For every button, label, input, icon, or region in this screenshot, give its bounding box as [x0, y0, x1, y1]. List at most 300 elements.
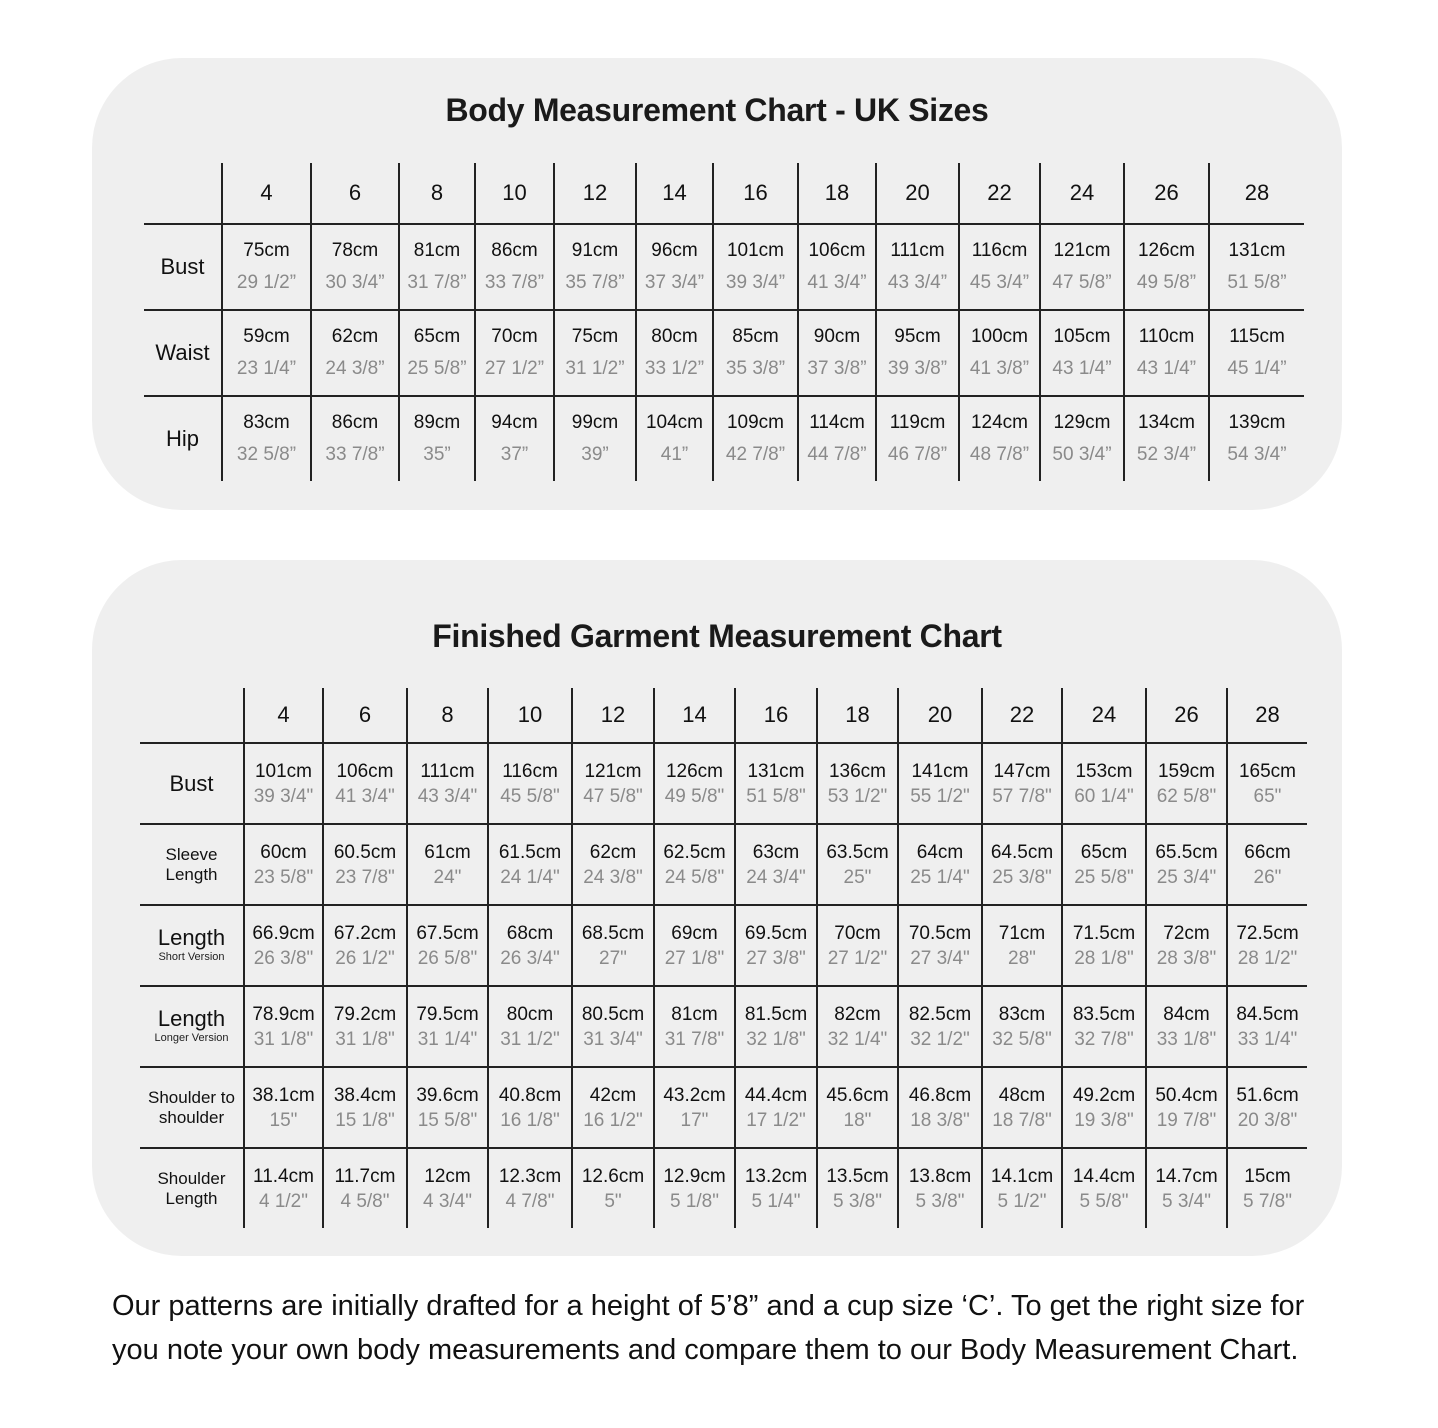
- inch-value: 25 3/4": [1156, 866, 1217, 888]
- cm-value: 13.5cm: [826, 1165, 889, 1187]
- size-header-28: 28: [1209, 163, 1304, 224]
- measurement-cell: [798, 224, 876, 310]
- measurement-cell: [898, 1067, 982, 1148]
- cm-value: 109cm: [726, 412, 785, 433]
- inch-value: 32 5/8”: [236, 444, 297, 465]
- cm-value: 65cm: [1080, 841, 1128, 863]
- inch-value: 19 7/8": [1156, 1109, 1217, 1131]
- inch-value: 32 5/8": [992, 1028, 1052, 1050]
- size-header-8: 8: [407, 688, 488, 743]
- cm-value: 131cm: [1228, 240, 1286, 261]
- cm-value: 86cm: [491, 240, 538, 261]
- measurement-cell: [1062, 1148, 1146, 1228]
- inch-value: 57 7/8": [992, 785, 1052, 807]
- size-header-16: 16: [735, 688, 817, 743]
- cm-value: 136cm: [828, 760, 887, 782]
- inch-value: 51 5/8”: [1227, 272, 1287, 293]
- inch-value: 43 3/4”: [887, 272, 948, 293]
- cm-value: 11.4cm: [253, 1165, 314, 1187]
- header-corner: [140, 688, 244, 743]
- inch-value: 24": [433, 866, 462, 888]
- inch-value: 18 7/8": [992, 1109, 1052, 1131]
- cm-value: 85cm: [732, 326, 779, 347]
- inch-value: 25 3/8": [992, 866, 1052, 888]
- size-header-row: [140, 688, 1307, 743]
- inch-value: 23 1/4”: [236, 358, 297, 379]
- cm-value: 81cm: [413, 240, 461, 261]
- cm-value: 40.8cm: [498, 1084, 562, 1106]
- cm-value: 72.5cm: [1236, 922, 1299, 944]
- measurement-cell: [323, 986, 407, 1067]
- measurement-cell: [636, 396, 713, 481]
- measurement-cell: [898, 986, 982, 1067]
- size-header-12: 12: [554, 163, 636, 224]
- cm-value: 124cm: [970, 412, 1029, 433]
- inch-value: 45 3/4”: [969, 272, 1030, 293]
- size-header-10: 10: [475, 163, 554, 224]
- inch-value: 32 1/8": [746, 1028, 806, 1050]
- measurement-cell: [1040, 396, 1124, 481]
- measurement-cell: [982, 905, 1062, 986]
- cm-value: 78cm: [331, 240, 379, 261]
- size-header-14: 14: [636, 163, 713, 224]
- row-label: [140, 905, 244, 986]
- inch-value: 49 5/8”: [1136, 272, 1197, 293]
- cm-value: 84cm: [1163, 1003, 1210, 1025]
- size-header-22: 22: [959, 163, 1040, 224]
- cm-value: 94cm: [491, 412, 538, 433]
- row-label-text: Hip: [165, 426, 199, 451]
- cm-value: 39.6cm: [416, 1084, 479, 1106]
- cm-value: 126cm: [665, 760, 724, 782]
- inch-value: 33 1/2”: [644, 358, 705, 379]
- inch-value: 27": [599, 947, 627, 969]
- cm-value: 46.8cm: [908, 1084, 972, 1106]
- inch-value: 35 3/8”: [725, 358, 786, 379]
- inch-value: 5 3/8": [915, 1190, 965, 1212]
- measurement-cell: [1227, 986, 1307, 1067]
- body-chart-title: Body Measurement Chart - UK Sizes: [445, 92, 989, 128]
- inch-value: 55 1/2": [910, 785, 970, 807]
- measurement-cell: [1209, 310, 1304, 396]
- measurement-cell: [323, 1067, 407, 1148]
- measurement-cell: [735, 1148, 817, 1228]
- cm-value: 44.4cm: [744, 1084, 808, 1106]
- inch-value: 33 7/8”: [325, 444, 385, 465]
- measurement-cell: [1227, 1067, 1307, 1148]
- cm-value: 12.3cm: [498, 1165, 562, 1187]
- inch-value: 15 1/8": [335, 1109, 395, 1131]
- cm-value: 106cm: [808, 240, 866, 261]
- cm-value: 62cm: [589, 841, 637, 863]
- row-label: [144, 310, 222, 396]
- size-header-4: 4: [244, 688, 323, 743]
- measurement-cell: [244, 743, 323, 824]
- cm-value: 48cm: [998, 1084, 1046, 1106]
- cm-value: 12.9cm: [663, 1165, 726, 1187]
- cm-value: 91cm: [571, 240, 619, 261]
- cm-value: 65cm: [413, 326, 461, 347]
- inch-value: 4 1/2": [258, 1190, 308, 1212]
- cm-value: 70cm: [834, 922, 881, 944]
- measurement-cell: [407, 743, 488, 824]
- measurement-cell: [244, 1067, 323, 1148]
- inch-value: 41”: [660, 444, 689, 465]
- measurement-cell: [572, 905, 654, 986]
- measurement-cell: [572, 743, 654, 824]
- inch-value: 45 1/4”: [1227, 358, 1287, 379]
- measurement-cell: [1227, 905, 1307, 986]
- size-header-22: 22: [982, 688, 1062, 743]
- measurement-cell: [898, 905, 982, 986]
- inch-value: 32 7/8": [1074, 1028, 1134, 1050]
- inch-value: 51 5/8": [746, 785, 806, 807]
- measurement-cell: [735, 1067, 817, 1148]
- measurement-cell: [572, 1067, 654, 1148]
- inch-value: 39”: [581, 444, 609, 465]
- size-header-6: 6: [323, 688, 407, 743]
- row-label: [140, 824, 244, 905]
- row-label: [144, 224, 222, 310]
- cm-value: 116cm: [502, 760, 558, 782]
- measurement-cell: [1146, 1067, 1227, 1148]
- measurement-row: [140, 986, 1307, 1067]
- inch-value: 43 3/4": [417, 785, 478, 807]
- measurement-cell: [654, 1148, 735, 1228]
- measurement-cell: [898, 824, 982, 905]
- cm-value: 105cm: [1053, 326, 1111, 347]
- inch-value: 47 5/8”: [1052, 272, 1112, 293]
- cm-value: 126cm: [1137, 240, 1196, 261]
- cm-value: 13.8cm: [908, 1165, 972, 1187]
- inch-value: 31 1/2": [500, 1028, 560, 1050]
- measurement-cell: [1062, 905, 1146, 986]
- cm-value: 159cm: [1157, 760, 1216, 782]
- cm-value: 61cm: [424, 841, 471, 863]
- measurement-cell: [244, 1148, 323, 1228]
- measurement-cell: [982, 986, 1062, 1067]
- measurement-cell: [735, 905, 817, 986]
- inch-value: 41 3/8”: [969, 358, 1030, 379]
- measurement-cell: [735, 986, 817, 1067]
- cm-value: 83cm: [243, 412, 290, 433]
- size-header-10: 10: [488, 688, 572, 743]
- inch-value: 49 5/8": [664, 785, 725, 807]
- cm-value: 83.5cm: [1072, 1003, 1136, 1025]
- cm-value: 165cm: [1238, 760, 1297, 782]
- size-header-24: 24: [1040, 163, 1124, 224]
- inch-value: 54 3/4”: [1227, 444, 1287, 465]
- measurement-cell: [876, 396, 959, 481]
- cm-value: 67.5cm: [416, 922, 479, 944]
- inch-value: 28 1/2": [1237, 947, 1298, 969]
- inch-value: 53 1/2": [827, 785, 888, 807]
- body-measurement-table: [144, 163, 1304, 481]
- row-label-text: Length: [157, 1005, 226, 1031]
- measurement-cell: [1062, 743, 1146, 824]
- inch-value: 47 5/8": [583, 785, 643, 807]
- measurement-cell: [817, 986, 898, 1067]
- cm-value: 66.9cm: [252, 922, 315, 944]
- row-label-text: Waist: [155, 340, 210, 365]
- row-label-text: Bust: [160, 254, 205, 279]
- measurement-cell: [817, 824, 898, 905]
- cm-value: 147cm: [993, 760, 1051, 782]
- row-label: [140, 743, 244, 824]
- inch-value: 24 3/4": [746, 866, 806, 888]
- inch-value: 31 7/8": [664, 1028, 725, 1050]
- inch-value: 24 1/4": [500, 866, 560, 888]
- measurement-cell: [1146, 986, 1227, 1067]
- measurement-cell: [898, 743, 982, 824]
- inch-value: 31 3/4": [583, 1028, 643, 1050]
- measurement-cell: [488, 905, 572, 986]
- inch-value: 45 5/8": [500, 785, 560, 807]
- inch-value: 28 3/8": [1156, 947, 1217, 969]
- inch-value: 18": [843, 1109, 872, 1131]
- cm-value: 38.1cm: [252, 1084, 315, 1106]
- measurement-cell: [488, 1148, 572, 1228]
- cm-value: 11.7cm: [334, 1165, 396, 1187]
- measurement-cell: [488, 824, 572, 905]
- size-header-12: 12: [572, 688, 654, 743]
- cm-value: 80.5cm: [581, 1003, 645, 1025]
- measurement-cell: [982, 1148, 1062, 1228]
- size-header-row: [144, 163, 1304, 224]
- cm-value: 14.7cm: [1155, 1165, 1218, 1187]
- row-label: [140, 1067, 244, 1148]
- inch-value: 24 3/8”: [325, 358, 385, 379]
- inch-value: 65": [1253, 785, 1282, 807]
- inch-value: 29 1/2”: [236, 272, 297, 293]
- size-header-26: 26: [1124, 163, 1209, 224]
- inch-value: 28": [1008, 947, 1036, 969]
- row-label-subtext: Longer Version: [154, 1031, 229, 1044]
- cm-value: 100cm: [970, 326, 1029, 347]
- cm-value: 115cm: [1229, 326, 1285, 347]
- cm-value: 121cm: [1053, 240, 1111, 261]
- measurement-cell: [572, 986, 654, 1067]
- inch-value: 17 1/2": [746, 1109, 806, 1131]
- measurement-cell: [817, 1148, 898, 1228]
- measurement-cell: [1062, 824, 1146, 905]
- cm-value: 101cm: [254, 760, 313, 782]
- cm-value: 14.4cm: [1072, 1165, 1136, 1187]
- measurement-cell: [654, 824, 735, 905]
- inch-value: 19 3/8": [1074, 1109, 1134, 1131]
- cm-value: 111cm: [420, 760, 475, 782]
- measurement-cell: [1227, 743, 1307, 824]
- measurement-cell: [817, 905, 898, 986]
- body-measurement-card: [92, 58, 1342, 510]
- cm-value: 80cm: [506, 1003, 554, 1025]
- measurement-row: [140, 824, 1307, 905]
- cm-value: 79.2cm: [333, 1003, 397, 1025]
- row-label-text: Shoulder to shoulder: [148, 1087, 235, 1127]
- inch-value: 24 3/8": [583, 866, 643, 888]
- inch-value: 39 3/4”: [725, 272, 786, 293]
- measurement-cell: [798, 310, 876, 396]
- cm-value: 12cm: [424, 1165, 471, 1187]
- cm-value: 82cm: [834, 1003, 881, 1025]
- inch-value: 18 3/8": [910, 1109, 970, 1131]
- inch-value: 43 1/4”: [1136, 358, 1197, 379]
- measurement-cell: [1040, 310, 1124, 396]
- cm-value: 110cm: [1138, 326, 1195, 347]
- measurement-cell: [1227, 1148, 1307, 1228]
- inch-value: 35 7/8”: [565, 272, 625, 293]
- size-header-8: 8: [399, 163, 475, 224]
- inch-value: 43 1/4”: [1052, 358, 1112, 379]
- inch-value: 26": [1253, 866, 1282, 888]
- measurement-cell: [959, 396, 1040, 481]
- cm-value: 75cm: [243, 240, 290, 261]
- cm-value: 80cm: [651, 326, 698, 347]
- size-header-4: 4: [222, 163, 311, 224]
- measurement-cell: [636, 224, 713, 310]
- inch-value: 5 3/8": [832, 1190, 882, 1212]
- cm-value: 61.5cm: [498, 841, 562, 863]
- cm-value: 78.9cm: [252, 1003, 315, 1025]
- cm-value: 90cm: [813, 326, 861, 347]
- cm-value: 114cm: [809, 412, 865, 433]
- inch-value: 16 1/8": [500, 1109, 560, 1131]
- inch-value: 48 7/8”: [969, 444, 1030, 465]
- size-header-14: 14: [654, 688, 735, 743]
- cm-value: 70.5cm: [908, 922, 972, 944]
- inch-value: 5 1/4": [751, 1190, 801, 1212]
- measurement-cell: [1209, 396, 1304, 481]
- row-label-text: Sleeve Length: [165, 844, 218, 884]
- cm-value: 99cm: [571, 412, 619, 433]
- size-header-16: 16: [713, 163, 798, 224]
- measurement-cell: [323, 1148, 407, 1228]
- measurement-cell: [407, 1067, 488, 1148]
- cm-value: 89cm: [413, 412, 461, 433]
- header-corner: [144, 163, 222, 224]
- measurement-cell: [323, 824, 407, 905]
- inch-value: 37 3/8”: [807, 358, 867, 379]
- inch-value: 41 3/4”: [807, 272, 867, 293]
- inch-value: 31 7/8”: [407, 272, 467, 293]
- measurement-row: [140, 1148, 1307, 1228]
- inch-value: 5 1/2": [997, 1190, 1047, 1212]
- measurement-cell: [713, 224, 798, 310]
- garment-measurement-table: [140, 688, 1307, 1228]
- cm-value: 71.5cm: [1072, 922, 1136, 944]
- inch-value: 31 1/8": [253, 1028, 314, 1050]
- cm-value: 64cm: [916, 841, 964, 863]
- inch-value: 44 7/8”: [807, 444, 867, 465]
- measurement-cell: [876, 224, 959, 310]
- size-header-28: 28: [1227, 688, 1307, 743]
- measurement-cell: [222, 310, 311, 396]
- measurement-cell: [1040, 224, 1124, 310]
- cm-value: 67.2cm: [333, 922, 397, 944]
- measurement-cell: [982, 824, 1062, 905]
- measurement-cell: [488, 1067, 572, 1148]
- inch-value: 27 1/2": [827, 947, 888, 969]
- cm-value: 119cm: [889, 412, 946, 433]
- measurement-cell: [798, 396, 876, 481]
- cm-value: 82.5cm: [908, 1003, 972, 1025]
- inch-value: 24 5/8": [664, 866, 725, 888]
- inch-value: 31 1/4": [417, 1028, 478, 1050]
- measurement-row: [140, 905, 1307, 986]
- inch-value: 30 3/4”: [325, 272, 385, 293]
- inch-value: 42 7/8”: [725, 444, 786, 465]
- row-label-text: Bust: [169, 770, 214, 796]
- cm-value: 86cm: [331, 412, 379, 433]
- cm-value: 60cm: [260, 841, 307, 863]
- measurement-cell: [654, 986, 735, 1067]
- inch-value: 37 3/4”: [644, 272, 705, 293]
- cm-value: 12.6cm: [581, 1165, 645, 1187]
- measurement-cell: [488, 743, 572, 824]
- cm-value: 139cm: [1228, 412, 1286, 433]
- inch-value: 27 3/8": [746, 947, 806, 969]
- garment-chart-title: Finished Garment Measurement Chart: [432, 618, 1002, 654]
- measurement-cell: [311, 224, 399, 310]
- cm-value: 68cm: [506, 922, 554, 944]
- cm-value: 79.5cm: [416, 1003, 479, 1025]
- cm-value: 13.2cm: [744, 1165, 808, 1187]
- measurement-cell: [475, 396, 554, 481]
- measurement-cell: [1124, 310, 1209, 396]
- inch-value: 33 1/4": [1237, 1028, 1298, 1050]
- measurement-cell: [407, 824, 488, 905]
- measurement-row: [140, 1067, 1307, 1148]
- measurement-cell: [222, 224, 311, 310]
- cm-value: 121cm: [584, 760, 642, 782]
- measurement-cell: [554, 224, 636, 310]
- measurement-cell: [244, 986, 323, 1067]
- measurement-cell: [636, 310, 713, 396]
- inch-value: 27 3/4": [910, 947, 970, 969]
- cm-value: 83cm: [998, 1003, 1046, 1025]
- cm-value: 65.5cm: [1155, 841, 1218, 863]
- cm-value: 62.5cm: [663, 841, 726, 863]
- measurement-row: [144, 396, 1304, 481]
- measurement-cell: [323, 905, 407, 986]
- measurement-cell: [982, 743, 1062, 824]
- measurement-cell: [1146, 743, 1227, 824]
- inch-value: 27 1/8": [664, 947, 725, 969]
- row-label-subtext: Short Version: [158, 950, 225, 963]
- inch-value: 5 1/8": [669, 1190, 719, 1212]
- size-header-18: 18: [817, 688, 898, 743]
- row-label: [140, 986, 244, 1067]
- inch-value: 23 5/8": [253, 866, 314, 888]
- cm-value: 63.5cm: [826, 841, 889, 863]
- inch-value: 26 3/8": [253, 947, 314, 969]
- measurement-cell: [1124, 224, 1209, 310]
- measurement-cell: [1146, 905, 1227, 986]
- cm-value: 75cm: [571, 326, 619, 347]
- row-label: [140, 1148, 244, 1228]
- measurement-cell: [554, 396, 636, 481]
- inch-value: 33 7/8”: [484, 272, 545, 293]
- cm-value: 116cm: [971, 240, 1028, 261]
- measurement-cell: [1146, 824, 1227, 905]
- inch-value: 26 1/2": [335, 947, 395, 969]
- cm-value: 106cm: [336, 760, 394, 782]
- measurement-cell: [399, 224, 475, 310]
- inch-value: 26 3/4": [500, 947, 560, 969]
- cm-value: 96cm: [651, 240, 698, 261]
- measurement-cell: [817, 1067, 898, 1148]
- cm-value: 81.5cm: [744, 1003, 808, 1025]
